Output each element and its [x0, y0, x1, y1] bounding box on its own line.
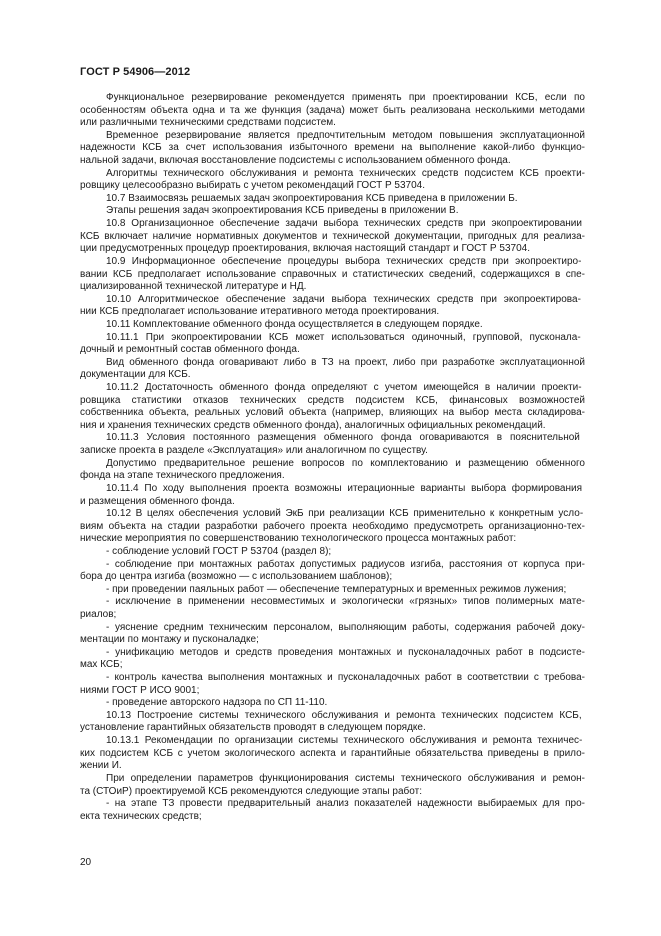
text-line: - исключение в применении несовместимых и экологически «грязных» типов полимерных мате- [106, 596, 585, 608]
text-line: - контроль качества выполнения монтажных и пусконаладочных работ в соответствии с требова- [106, 672, 585, 684]
text-line: - соблюдение при монтажных работах допустимых радиусов изгиба, расстояния от корпуса при- [106, 558, 585, 570]
text-line: - проведение авторского надзора по СП 11-110. [106, 697, 328, 709]
text-line: 10.8 Организационное обеспечение задачи выбора технических средств при экопроектировании [106, 218, 582, 230]
text-line: Временное резервирование является предпочтительным методом повышения эксплуатационной [106, 129, 585, 141]
text-line: мах КСБ; [80, 659, 123, 671]
text-line: ции предусмотренных процедур проектирования, включая настоящий стандарт и ГОСТ Р 53704. [80, 243, 530, 255]
text-line: 10.11.3 Условия постоянного размещения обменного фонда оговариваются в пояснительной [106, 432, 580, 444]
page-number: 20 [80, 857, 92, 868]
text-line: 10.12 В целях обеспечения условий ЭкБ при реализации КСБ применительно к конкретным усло- [106, 508, 584, 520]
text-line: фонда на этапе технического предложения. [80, 470, 285, 482]
text-line: КСБ включает наличие нормативных документов и технической документации, пригодных для реализа- [80, 230, 585, 242]
text-line: собственника объекта, реальных условий объекта (например, влияющих на выбор места складирова- [80, 407, 585, 419]
text-line: нии КСБ предполагает использование итеративного метода проектирования. [80, 306, 440, 318]
text-line: надежности КСБ за счет использования избыточного времени на выполнение какой-либо функцио- [80, 142, 585, 154]
text-line: Функциональное резервирование рекомендуется применять при проектировании КСБ, если по [106, 92, 585, 103]
text-line: вании КСБ предполагает использование справочных и статистических сведений, содержащихся в спе- [80, 268, 585, 280]
text-line: дочный и ремонтный состав обменного фонда. [80, 344, 300, 356]
text-line: - соблюдение условий ГОСТ Р 53704 (раздел 8); [106, 545, 332, 557]
text-line: 10.11.1 При экопроектировании КСБ может использоваться одиночный, групповой, пусконала- [106, 331, 581, 343]
text-line: 10.11 Комплектование обменного фонда осуществляется в следующем порядке. [106, 318, 483, 330]
text-line: та (СТОиР) проектируемой КСБ рекомендуются следующие этапы работ: [80, 785, 422, 797]
text-line: циализированной технической литературе и НД. [80, 281, 307, 293]
text-line: екта технических средств; [80, 810, 202, 822]
text-line: ровщика статистики отказов технических средств подсистем КСБ, финансовых возможностей [80, 394, 585, 406]
text-line: ниями ГОСТ Р ИСО 9001; [80, 684, 200, 696]
text-line: бора до центра изгиба (возможно — с использованием шаблонов); [80, 571, 393, 583]
running-header: ГОСТ Р 54906—2012 [80, 66, 191, 78]
text-line: Алгоритмы технического обслуживания и ремонта технических средств подсистем КСБ проекти- [106, 167, 585, 179]
text-line: установление гарантийных обязательств проводят в следующем порядке. [80, 722, 426, 734]
text-line: 10.7 Взаимосвязь решаемых задач экопроектирования КСБ приведена в приложении Б. [106, 192, 518, 204]
text-line: Вид обменного фонда оговаривают либо в ТЗ на проект, либо при разработке эксплуатационной [106, 356, 585, 368]
text-line: записке проекта в разделе «Эксплуатация» или аналогичном по существу. [80, 445, 428, 457]
text-line: - на этапе ТЗ провести предварительный анализ показателей надежности выбираемых для про- [106, 798, 585, 810]
body-text [80, 92, 585, 823]
text-line: Допустимо предварительное решение вопросов по комплектованию и размещению обменного [106, 457, 585, 469]
text-line: виям объекта на стадии разработки рабочего проекта необходимо предусмотреть организационно-тех- [80, 520, 585, 532]
text-line: и размещения обменного фонда. [80, 495, 235, 507]
text-line: ких подсистем КСБ с учетом экологического аспекта и гарантийные обязательства приведены в прило- [80, 747, 585, 759]
text-line: 10.9 Информационное обеспечение процедуры выбора технических средств при экопроектиро- [106, 255, 582, 267]
text-line: или различными техническими средствами подсистем. [80, 117, 336, 129]
text-line: 10.11.4 По ходу выполнения проекта возможны итерационные варианты выбора формирования [106, 482, 582, 494]
text-line: документации для КСБ. [80, 369, 191, 381]
text-line: 10.10 Алгоритмическое обеспечение задачи выбора технических средств при экопроектирова- [106, 293, 581, 305]
text-line: нальной задачи, включая восстановление подсистемы с использованием обменного фонда. [80, 155, 511, 167]
text-line: ровщику целесообразно выбирать с учетом рекомендаций ГОСТ Р 53704. [80, 180, 426, 192]
text-line: особенностям объекта одна и та же функция (задача) может быть реализована несколькими методами [80, 104, 585, 116]
text-line: жении И. [80, 760, 122, 772]
text-line: риалов; [80, 608, 117, 620]
text-line: ментации по монтажу и пусконаладке; [80, 634, 259, 646]
text-line: 10.13 Построение системы технического обслуживания и ремонта технических подсистем КСБ, [106, 709, 582, 721]
text-line: - уяснение средним техническим персоналом, выполняющим работы, содержания рабочей доку- [106, 621, 585, 633]
text-line: Этапы решения задач экопроектирования КСБ приведены в приложении В. [106, 205, 459, 217]
text-line: - при проведении паяльных работ — обеспечение температурных и временных режимов лужения; [106, 583, 567, 595]
text-line: При определении параметров функционирования системы технического обслуживания и ремон- [106, 772, 585, 784]
text-line: нические мероприятия по совершенствованию технологического процесса монтажных работ: [80, 533, 517, 545]
text-line: 10.11.2 Достаточность обменного фонда определяют с учетом имеющейся в наличии проекти- [106, 382, 582, 394]
text-line: ния и хранения технических средств обменного фонда), аналогичных официальных рекомендаций. [80, 419, 546, 431]
text-line: - унификацию методов и средств проведения монтажных и пусконаладочных работ в подсисте- [106, 646, 585, 658]
text-line: 10.13.1 Рекомендации по организации системы технического обслуживания и ремонта техничес- [106, 735, 583, 747]
